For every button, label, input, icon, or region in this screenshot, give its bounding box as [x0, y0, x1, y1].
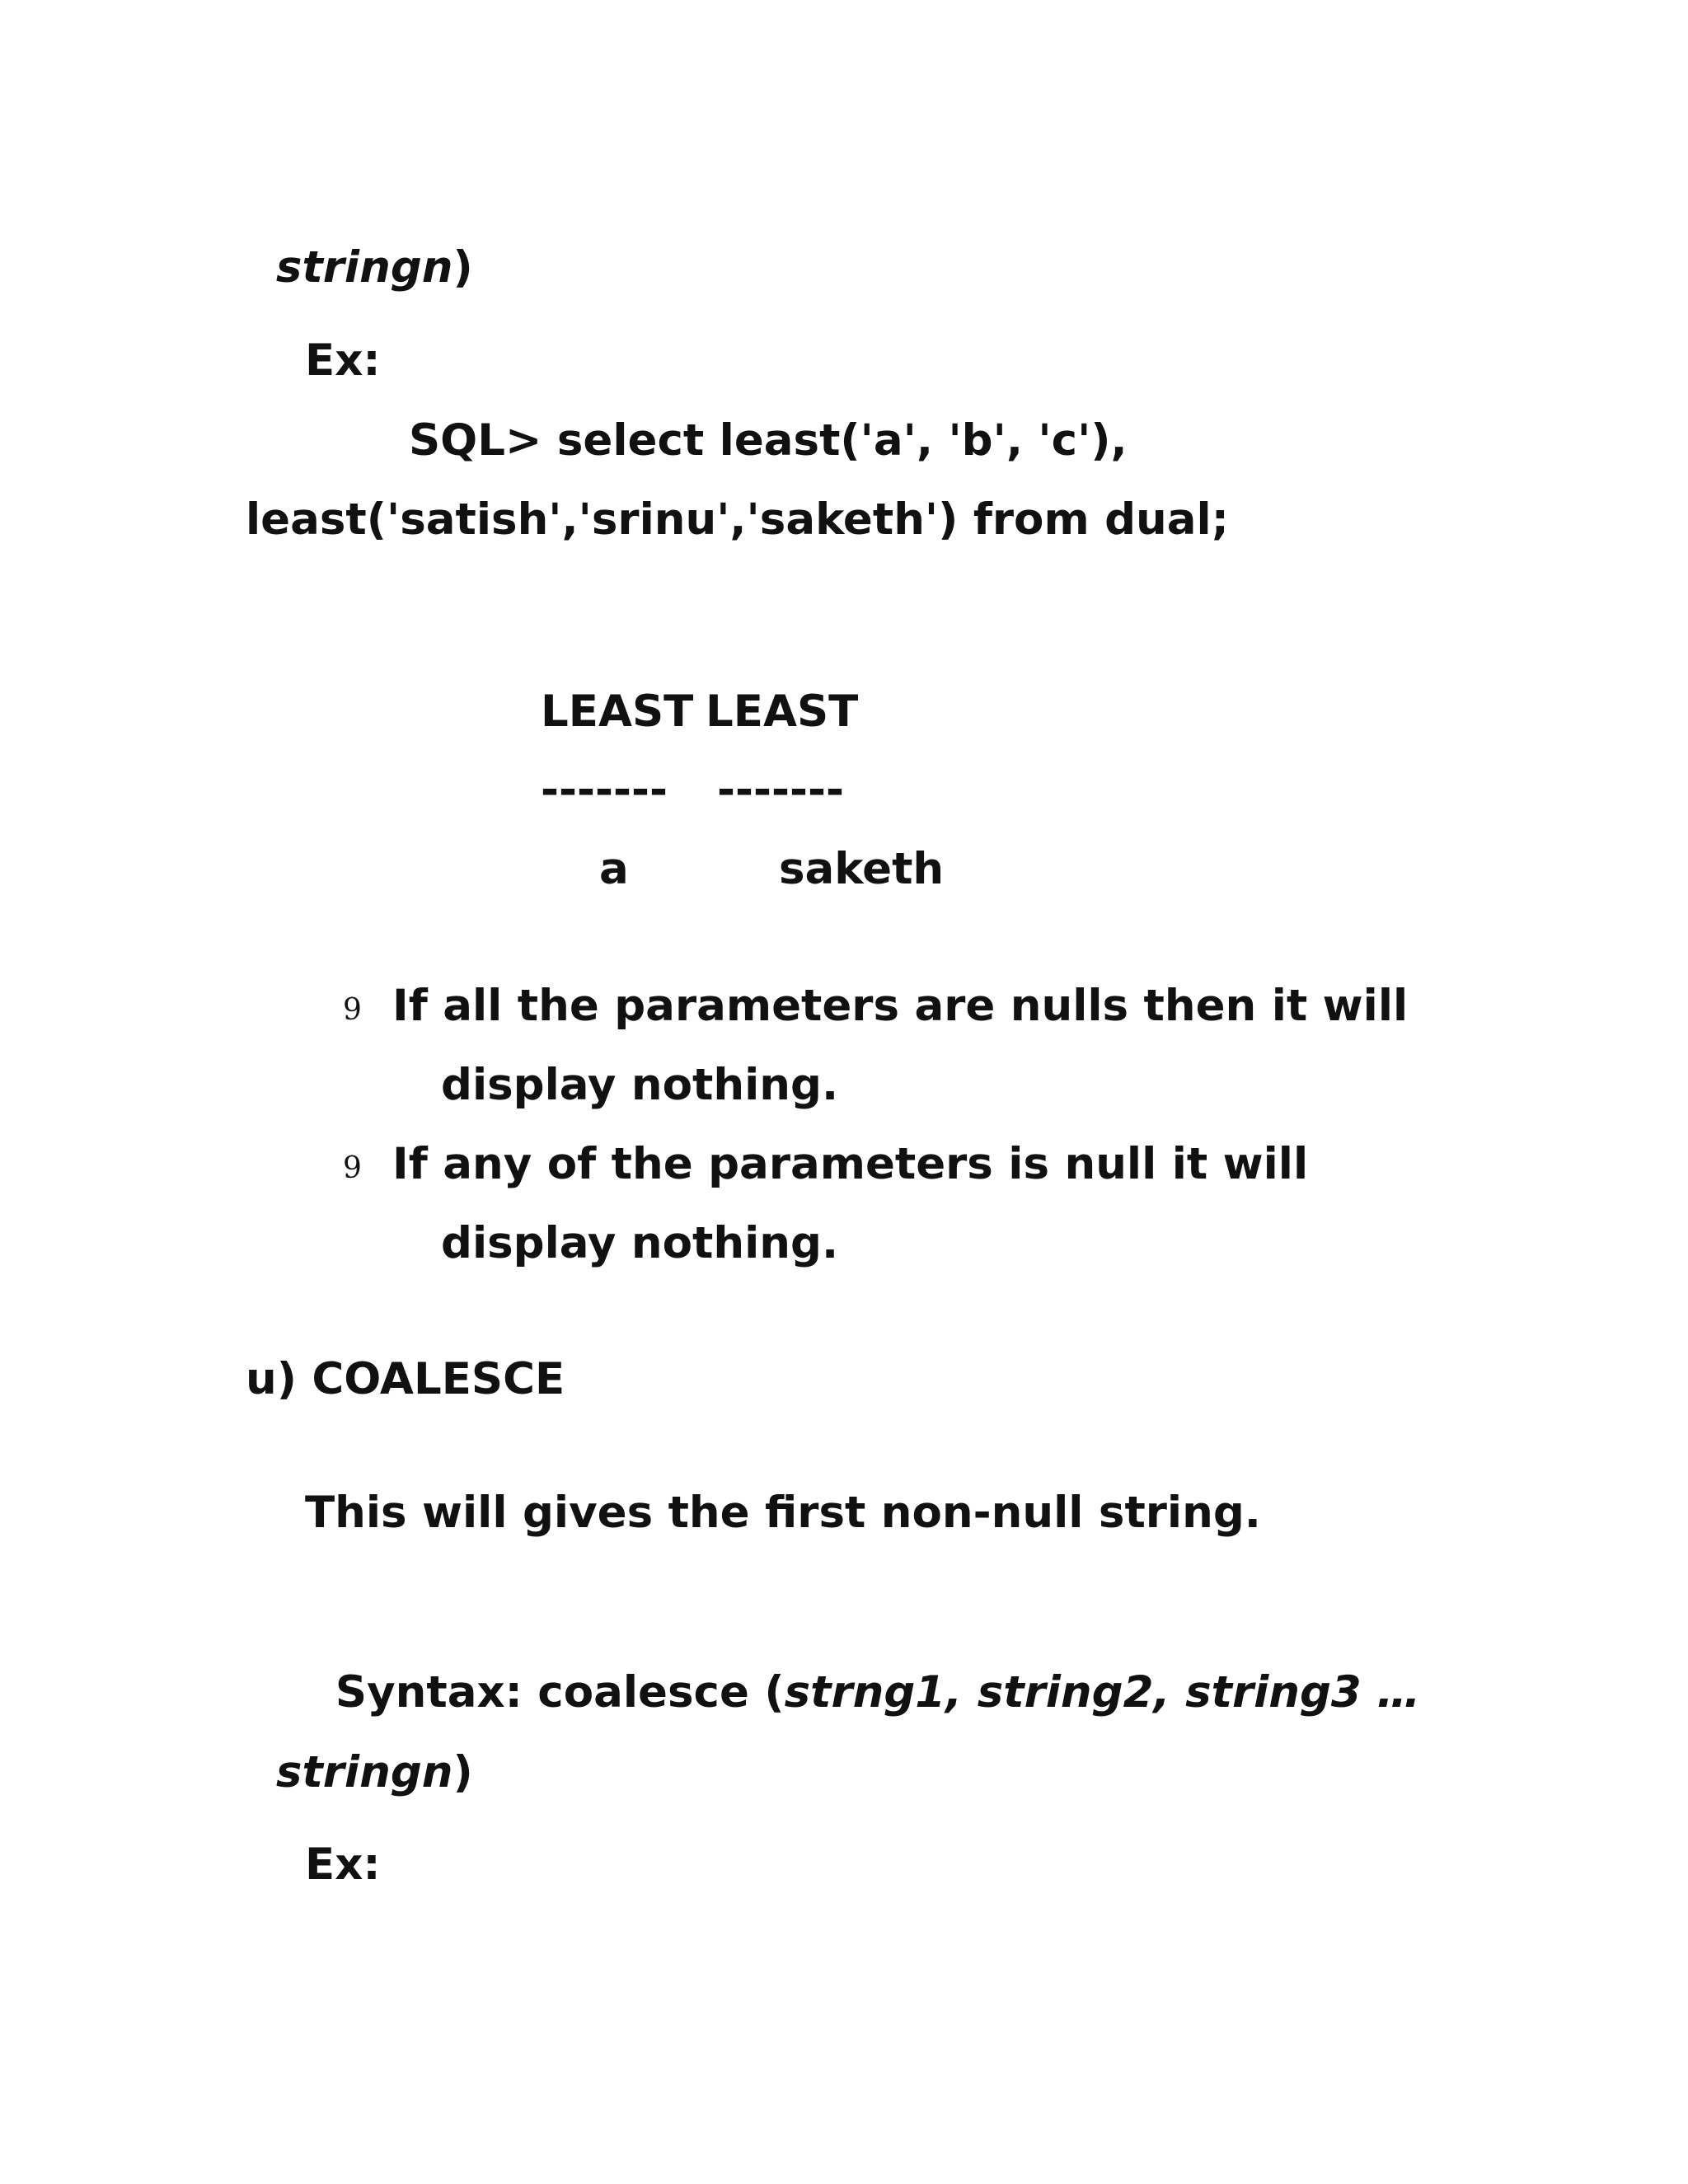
result-separator-1: -------: [541, 765, 668, 815]
syntax-args: strng1, string2, string3 …: [784, 1667, 1421, 1718]
example-label: Ex:: [305, 335, 381, 386]
syntax-close-paren: ): [452, 1747, 473, 1797]
syntax-close-paren: ): [452, 242, 473, 293]
section-heading: u) COALESCE: [246, 1354, 565, 1404]
syntax-param-italic: stringn: [275, 1747, 453, 1797]
bullet-2-line-1: If any of the parameters is null it will: [392, 1139, 1309, 1189]
sql-query-line-2: least('satish','srinu','saketh') from dual;: [246, 494, 1229, 545]
syntax-continuation: [246, 202, 473, 293]
bullet-marker-icon: 9: [343, 993, 362, 1027]
sql-query-line-1: SQL> select least('a', 'b', 'c'),: [409, 415, 1128, 466]
example-label: Ex:: [305, 1840, 381, 1890]
result-header-2: LEAST: [706, 687, 859, 737]
section-description: This will gives the first non-null string.: [305, 1488, 1261, 1538]
syntax-param-italic: stringn: [275, 242, 453, 293]
syntax-line: [305, 1627, 1421, 1718]
result-value-2: saketh: [779, 844, 945, 894]
bullet-marker-icon: 9: [343, 1151, 362, 1185]
bullet-1-line-1: If all the parameters are nulls then it will: [392, 981, 1409, 1031]
syntax-prefix: Syntax: coalesce (: [335, 1667, 785, 1718]
result-separator-2: -------: [717, 765, 844, 815]
bullet-1-line-2: display nothing.: [441, 1060, 839, 1110]
result-value-1: a: [599, 844, 629, 894]
result-header-1: LEAST: [541, 687, 694, 737]
syntax-line-continuation: [246, 1707, 473, 1797]
bullet-2-line-2: display nothing.: [441, 1218, 839, 1268]
